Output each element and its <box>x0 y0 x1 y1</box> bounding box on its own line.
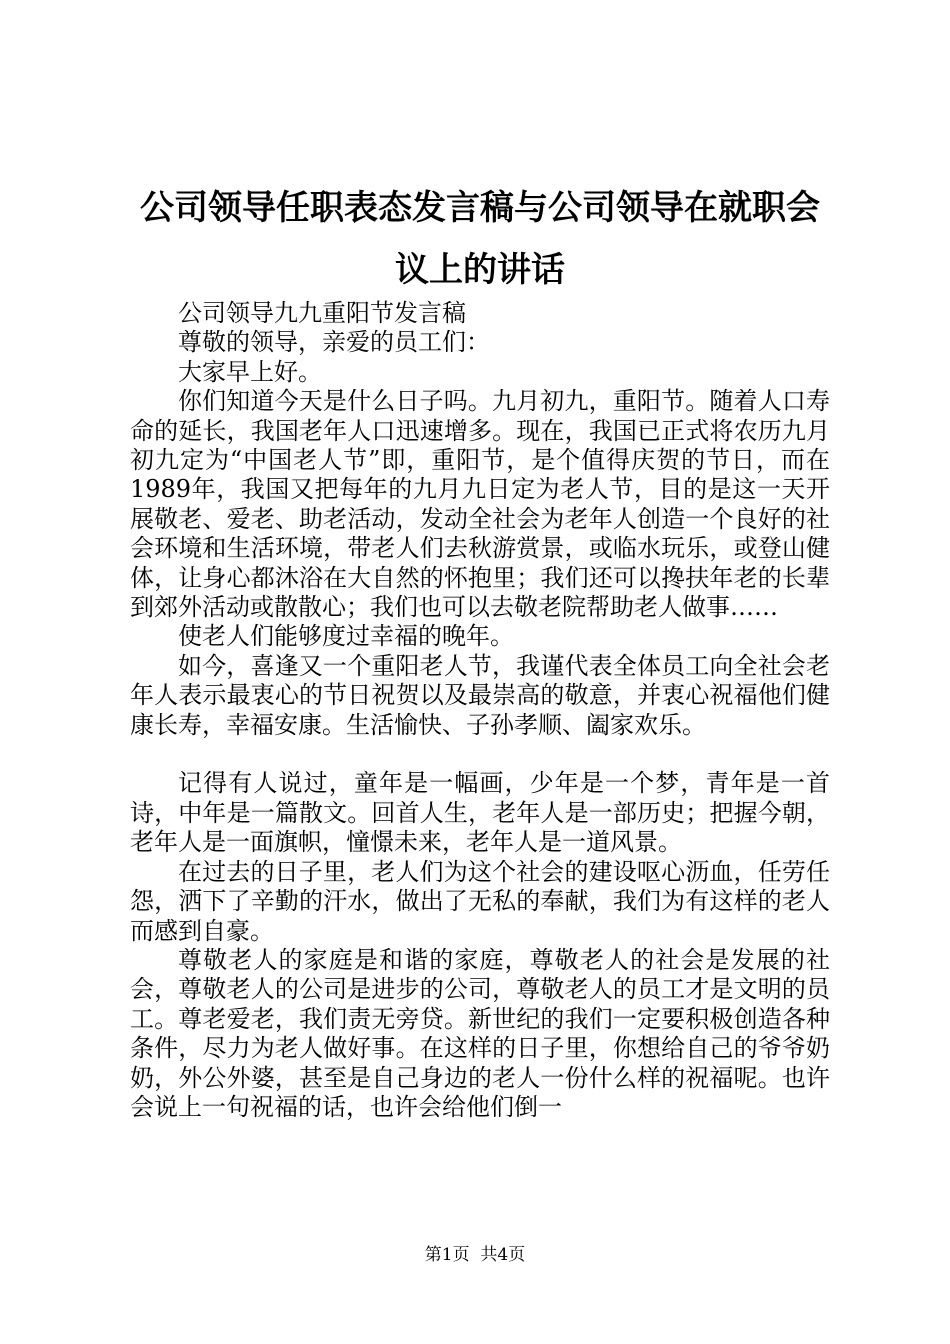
paragraph-subtitle: 公司领导九九重阳节发言稿 <box>178 299 466 327</box>
paragraph-greeting: 大家早上好。 <box>178 357 322 386</box>
page-footer <box>0 1244 950 1266</box>
page-number: 第1页 共4页 <box>424 1245 526 1265</box>
paragraph: 尊敬老人的家庭是和谐的家庭，尊敬老人的社会是发展的社会，尊敬老人的公司是进步的公司，尊敬老人的员工才是文明的员工。尊老爱老，我们责无旁贷。新世纪的我们一定要积极创造各种条件，尽力为老人做好事。在这样的日子里，你想给自己的爷爷奶奶，外公外婆，甚至是自己身边的老人一份什么样的祝福呢。也许会说上一句祝福的话，也许会给他们倒一 <box>130 945 830 1121</box>
paragraph-salutation: 尊敬的领导，亲爱的员工们： <box>178 328 490 357</box>
paragraph: 你们知道今天是什么日子吗。九月初九，重阳节。随着人口寿命的延长，我国老年人口迅速增多。现在，我国已正式将农历九月初九定为“中国老人节”即，重阳节，是个值得庆贺的节日，而在1989年，我国又把每年的九月九日定为老人节，目的是这一天开展敬老、爱老、助老活动，发动全社会为老年人创造一个良好的社会环境和生活环境，带老人们去秋游赏景，或临水玩乐，或登山健体，让身心都沐浴在大自然的怀抱里；我们还可以搀扶年老的长辈到郊外活动或散散心；我们也可以去敬老院帮助老人做事…… <box>130 387 830 622</box>
document-title-line-2: 议上的讲话 <box>395 250 565 290</box>
paragraph: 在过去的日子里，老人们为这个社会的建设呕心沥血，任劳任怨，洒下了辛勤的汗水，做出了无私的奉献，我们为有这样的老人而感到自豪。 <box>130 857 830 945</box>
document-body <box>130 299 830 1122</box>
paragraph: 使老人们能够度过幸福的晚年。 <box>178 622 514 651</box>
paragraph: 记得有人说过，童年是一幅画，少年是一个梦，青年是一首诗，中年是一篇散文。回首人生，老年人是一部历史；把握今朝，老年人是一面旗帜，憧憬未来，老年人是一道风景。 <box>130 769 830 857</box>
paragraph: 如今，喜逢又一个重阳老人节，我谨代表全体员工向全社会老年人表示最衷心的节日祝贺以及最崇高的敬意，并衷心祝福他们健康长寿，幸福安康。生活愉快、子孙孝顺、阖家欢乐。 <box>130 651 830 739</box>
document-title-line-1: 公司领导任职表态发言稿与公司领导在就职会 <box>140 188 820 228</box>
